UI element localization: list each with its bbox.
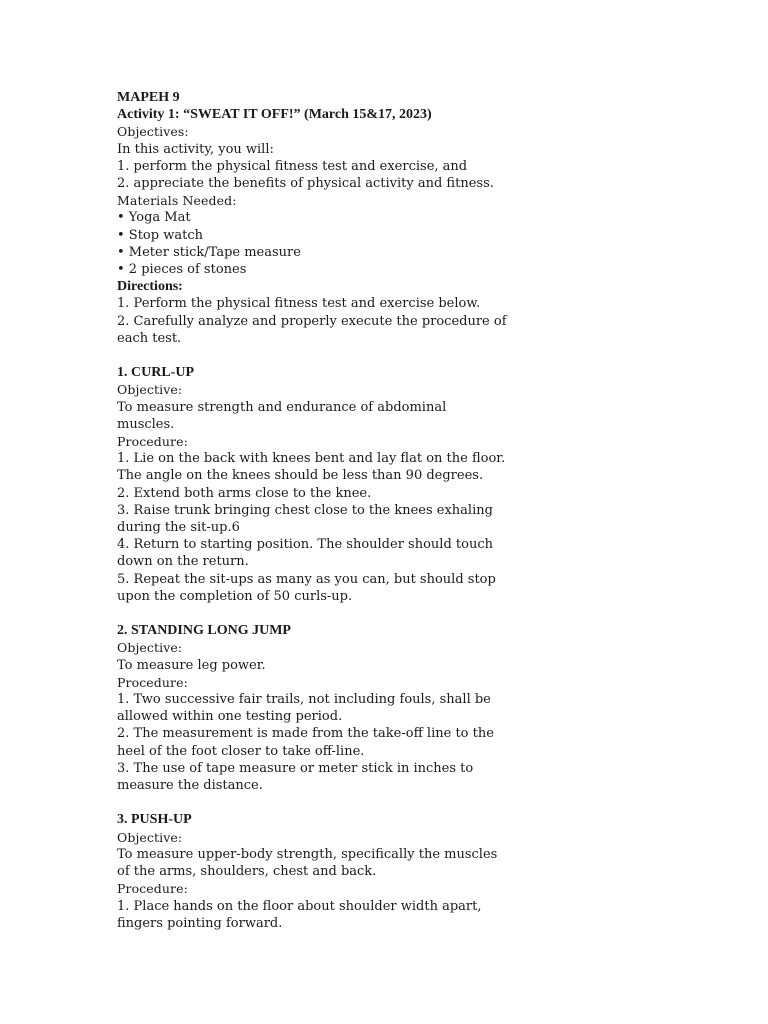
- procedure-line: 3. Raise trunk bringing chest close to the knees exhaling: [117, 502, 493, 518]
- materials-label: Materials Needed:: [117, 193, 237, 209]
- material-item: • Meter stick/Tape measure: [117, 244, 301, 260]
- objectives-label: Objectives:: [117, 124, 189, 140]
- objective-label: Objective:: [117, 640, 183, 656]
- objective-label: Objective:: [117, 382, 183, 398]
- objective-line: To measure upper-body strength, specifically the muscles: [117, 846, 498, 862]
- procedure-line: 1. Lie on the back with knees bent and lay flat on the floor.: [117, 451, 506, 467]
- procedure-label: Procedure:: [117, 674, 188, 690]
- procedure-line: 5. Repeat the sit-ups as many as you can, but should stop: [117, 571, 496, 587]
- objectives-intro: In this activity, you will:: [117, 141, 274, 157]
- objective-label: Objective:: [117, 829, 183, 845]
- subject-title: MAPEH 9: [117, 90, 180, 105]
- procedure-line: 1. Two successive fair trails, not including fouls, shall be: [117, 692, 491, 708]
- direction-item: each test.: [117, 330, 182, 346]
- directions-label: Directions:: [117, 279, 183, 295]
- procedure-line: allowed within one testing period.: [117, 709, 343, 725]
- spacer: [117, 794, 577, 811]
- procedure-line: during the sit-up.6: [117, 520, 240, 536]
- document-page: [117, 89, 577, 932]
- spacer: [117, 347, 577, 364]
- section-curl-up: [117, 364, 577, 605]
- material-item: • Stop watch: [117, 227, 203, 243]
- procedure-line: 4. Return to starting position. The shoulder should touch: [117, 537, 493, 553]
- section-title: 3. PUSH-UP: [117, 812, 192, 828]
- objective-line: To measure leg power.: [117, 657, 266, 673]
- objective-line: To measure strength and endurance of abdominal: [117, 399, 447, 415]
- procedure-line: The angle on the knees should be less than 90 degrees.: [117, 468, 484, 484]
- spacer: [117, 605, 577, 622]
- material-item: • Yoga Mat: [117, 210, 191, 226]
- procedure-line: down on the return.: [117, 554, 249, 570]
- objective-line: muscles.: [117, 416, 175, 432]
- material-item: • 2 pieces of stones: [117, 262, 247, 278]
- objective-line: of the arms, shoulders, chest and back.: [117, 864, 377, 880]
- activity-title: Activity 1: “SWEAT IT OFF!” (March 15&17, 2023): [117, 107, 432, 123]
- section-title: 2. STANDING LONG JUMP: [117, 623, 291, 639]
- procedure-label: Procedure:: [117, 881, 188, 897]
- procedure-line: heel of the foot closer to take off-line.: [117, 743, 365, 759]
- objective-item: 2. appreciate the benefits of physical activity and fitness.: [117, 176, 494, 192]
- procedure-line: 3. The use of tape measure or meter stick in inches to: [117, 760, 474, 776]
- procedure-line: measure the distance.: [117, 778, 263, 794]
- section-title: 1. CURL-UP: [117, 365, 194, 381]
- direction-item: 2. Carefully analyze and properly execute the procedure of: [117, 313, 507, 329]
- procedure-line: fingers pointing forward.: [117, 915, 283, 931]
- direction-item: 1. Perform the physical fitness test and exercise below.: [117, 296, 481, 312]
- objective-item: 1. perform the physical fitness test and exercise, and: [117, 158, 468, 174]
- procedure-line: upon the completion of 50 curls-up.: [117, 588, 353, 604]
- procedure-label: Procedure:: [117, 434, 188, 450]
- procedure-line: 1. Place hands on the floor about shoulder width apart,: [117, 898, 482, 914]
- section-push-up: [117, 811, 577, 931]
- procedure-line: 2. The measurement is made from the take-off line to the: [117, 726, 494, 742]
- procedure-line: 2. Extend both arms close to the knee.: [117, 485, 372, 501]
- section-standing-long-jump: [117, 622, 577, 794]
